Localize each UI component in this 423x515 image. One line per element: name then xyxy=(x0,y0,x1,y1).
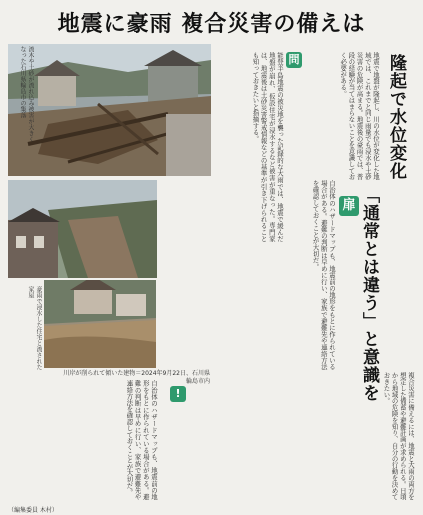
body-column-e: 自治体のハザードマップも、地震前の地形をもとに作られている場合がある。避難の判断は早めに行い、家族で避難先や連絡方法を確認しておくことが大切だ。 xyxy=(125,380,158,500)
body-column-d: 複合災害に備えるには、地震と大雨の両方を想定した備蓄や避難計画が求められる。日頃から地域の危険を知り、自分の行動を決めておきたい。 xyxy=(382,372,415,500)
river-erosion-photo xyxy=(44,280,156,368)
body-column-c: 自治体のハザードマップも、地震前の地形をもとに作られている場合がある。避難の判断は早めに行い、家族で避難先や連絡方法を確認しておくことが大切だ。 xyxy=(311,180,336,370)
exclamation-tile-icon: ! xyxy=(170,386,186,402)
landslide-photo xyxy=(8,180,157,278)
subhead-primary: 隆起で水位変化 xyxy=(386,54,406,180)
flood-debris-photo xyxy=(8,44,211,176)
byline: （編集委員 木村） xyxy=(8,507,58,514)
section-tile-icon: 扉 xyxy=(339,196,359,216)
photo3-caption: 川岸が削られて傾いた建物＝2024年9月22日、石川県輪島市内 xyxy=(63,370,210,385)
photo2-caption: 豪雨で浸水した住宅と流された家屋 xyxy=(27,286,42,370)
body-column-b: 能登半島地震の被災地を襲った記録的な大雨では、地震で緩んだ地盤が崩れ、仮設住宅が浸水するなど被害が重なった。専門家は、地震後は土砂災害警戒情報などの基準が引き下げられることも知っておきたいと指摘する。 xyxy=(251,52,284,242)
body-column-a: 地震で地盤が隆起し、川の水位が変化した地域では、これまでと同じ雨量でも浸水や土砂災害の危険が高まる。地震後の豪雨では、普段の経験が当てはまらないことを意識しておく必要がある。 xyxy=(339,52,380,180)
photo1-caption: 流木や土砂が流れ込み被害が大きくなった石川県輪島市の集落 xyxy=(19,46,34,142)
question-tile-icon: 問 xyxy=(286,52,302,68)
headline: 地震に豪雨 複合災害の備えは xyxy=(57,12,366,37)
subhead-secondary: 「通常とは違う」と意識を xyxy=(359,186,379,402)
